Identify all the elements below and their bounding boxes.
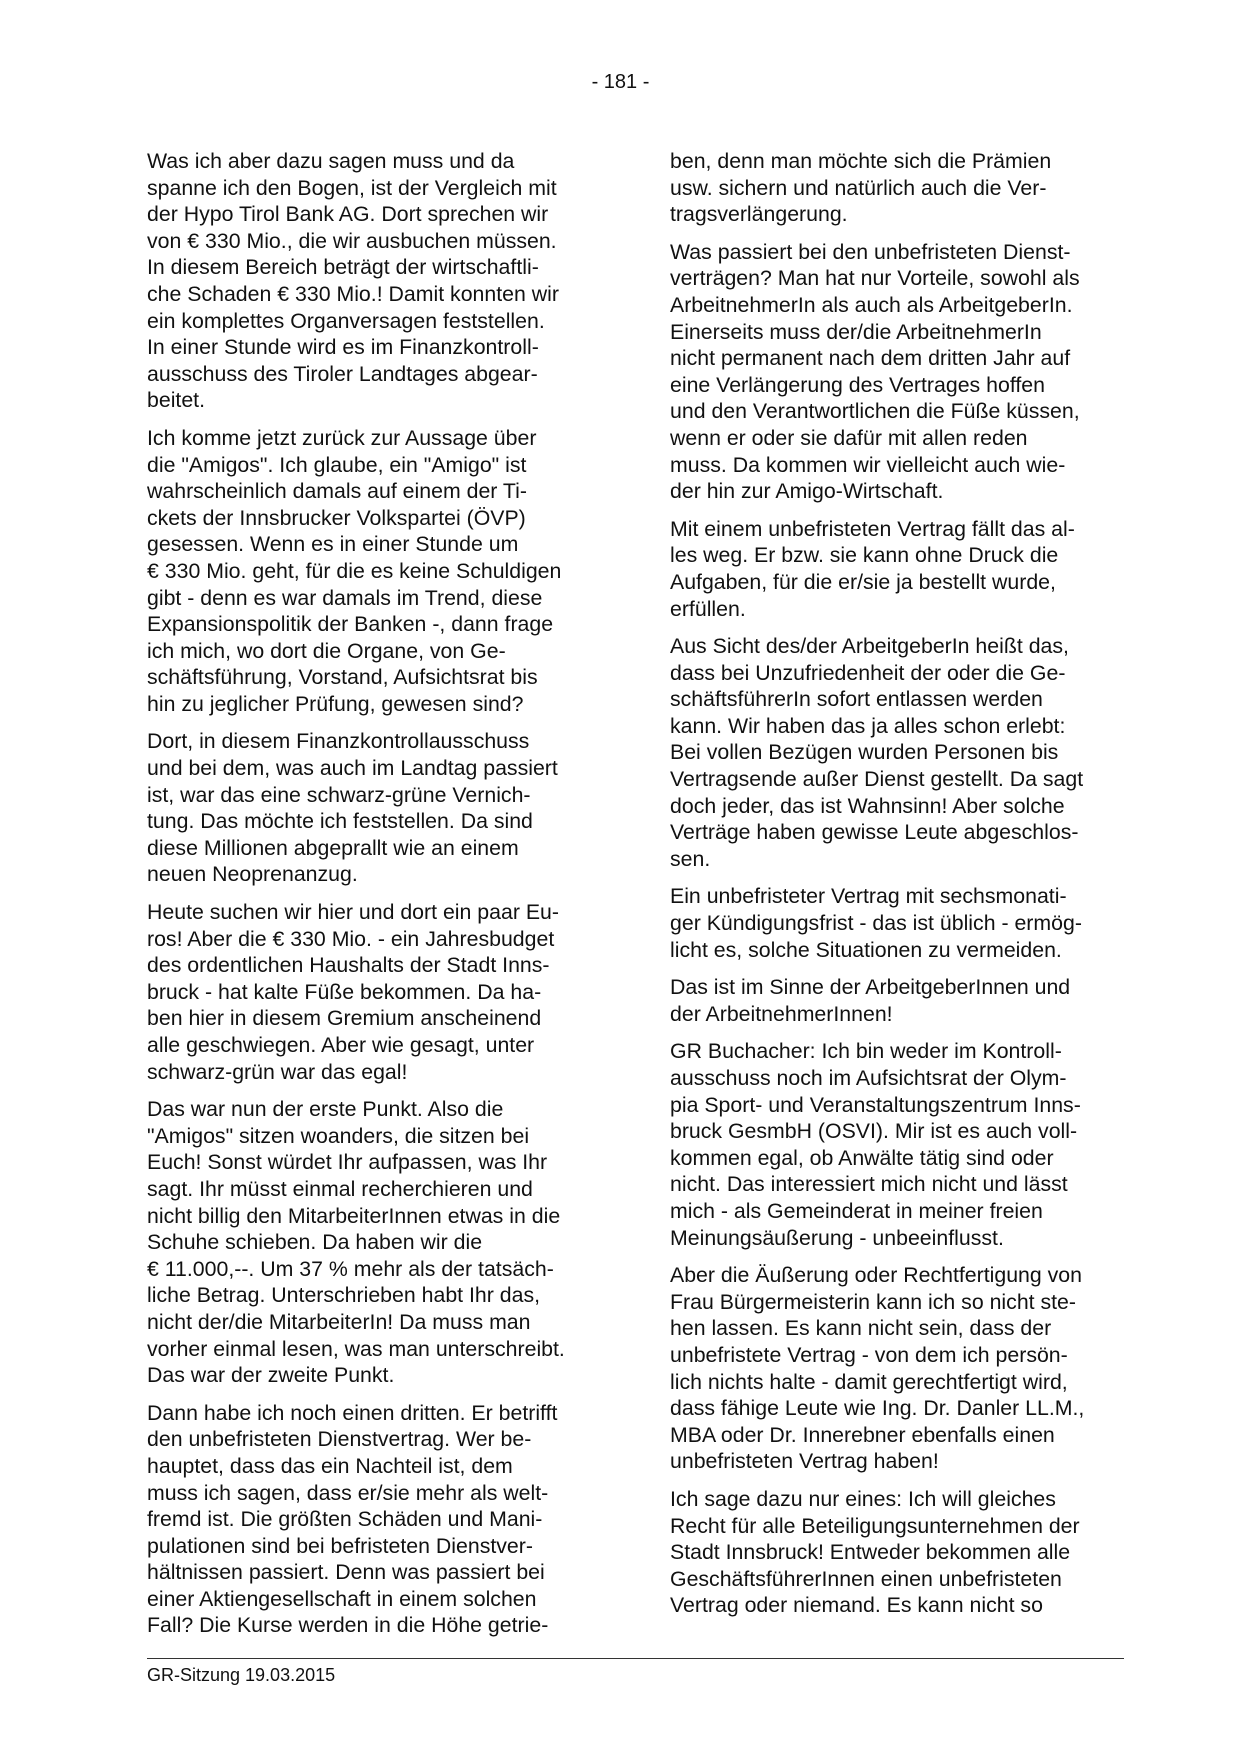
paragraph [147, 1400, 599, 1639]
text-line: ckets der Innsbrucker Volkspartei (ÖVP) [147, 505, 526, 530]
text-line: sen. [670, 846, 711, 871]
text-line: Heute suchen wir hier und dort ein paar Eu- [147, 900, 559, 925]
text-line: diese Millionen abgeprallt wie an einem [147, 835, 519, 860]
paragraph [670, 516, 1122, 622]
paragraph [670, 1486, 1122, 1619]
text-line: spanne ich den Bogen, ist der Vergleich mit [147, 175, 557, 200]
text-line: pia Sport- und Veranstaltungszentrum Inns- [670, 1092, 1081, 1117]
text-line: Einerseits muss der/die ArbeitnehmerIn [670, 319, 1042, 344]
paragraph [670, 633, 1122, 872]
text-line: gibt - denn es war damals im Trend, diese [147, 585, 543, 610]
text-line: Fall? Die Kurse werden in die Höhe getrie- [147, 1613, 549, 1638]
text-line: hin zu jeglicher Prüfung, gewesen sind? [147, 691, 524, 716]
text-line: hen lassen. Es kann nicht sein, dass der [670, 1316, 1052, 1341]
text-line: € 330 Mio. geht, für die es keine Schuldigen [147, 558, 562, 583]
text-line: schäftsführung, Vorstand, Aufsichtsrat bis [147, 665, 538, 690]
text-line: ArbeitnehmerIn als auch als ArbeitgeberIn. [670, 292, 1073, 317]
text-line: neuen Neoprenanzug. [147, 862, 358, 887]
text-line: erfüllen. [670, 596, 746, 621]
paragraph [670, 148, 1122, 228]
text-line: lich nichts halte - damit gerechtfertigt wird, [670, 1369, 1068, 1394]
text-line: mich - als Gemeinderat in meiner freien [670, 1198, 1043, 1223]
text-line: dass fähige Leute wie Ing. Dr. Danler LL.M., [670, 1396, 1085, 1421]
text-line: Meinungsäußerung - unbeeinflusst. [670, 1225, 1004, 1250]
text-line: Aber die Äußerung oder Rechtfertigung von [670, 1263, 1082, 1288]
text-line: sagt. Ihr müsst einmal recherchieren und [147, 1176, 533, 1201]
text-line: des ordentlichen Haushalts der Stadt Inns- [147, 953, 550, 978]
text-line: GR Buchacher: Ich bin weder im Kontroll- [670, 1039, 1062, 1064]
paragraph [670, 239, 1122, 505]
text-line: schwarz-grün war das egal! [147, 1059, 408, 1084]
text-line: eine Verlängerung des Vertrages hoffen [670, 372, 1045, 397]
text-line: Frau Bürgermeisterin kann ich so nicht ste- [670, 1289, 1076, 1314]
text-line: Stadt Innsbruck! Entweder bekommen alle [670, 1540, 1071, 1565]
text-line: Schuhe schieben. Da haben wir die [147, 1230, 483, 1255]
text-line: alle geschwiegen. Aber wie gesagt, unter [147, 1033, 535, 1057]
text-line: In einer Stunde wird es im Finanzkontroll- [147, 335, 539, 360]
text-line: Bei vollen Bezügen wurden Personen bis [670, 740, 1059, 765]
text-line: den unbefristeten Dienstvertrag. Wer be- [147, 1427, 532, 1452]
text-line: von € 330 Mio., die wir ausbuchen müssen. [147, 228, 557, 253]
text-line: € 11.000,--. Um 37 % mehr als der tatsäch- [147, 1256, 554, 1281]
text-line: ben, denn man möchte sich die Prämien [670, 149, 1052, 173]
text-line: Aus Sicht des/der ArbeitgeberIn heißt das, [670, 634, 1069, 659]
left-column [147, 148, 599, 1650]
text-line: unbefristete Vertrag - von dem ich persön- [670, 1342, 1068, 1367]
text-line: Das war der zweite Punkt. [147, 1363, 395, 1388]
text-line: In diesem Bereich beträgt der wirtschaftli- [147, 255, 539, 280]
text-line: unbefristeten Vertrag haben! [670, 1449, 939, 1474]
footer-session-date: GR-Sitzung 19.03.2015 [147, 1665, 336, 1685]
text-line: tung. Das möchte ich feststellen. Da sind [147, 809, 533, 834]
text-line: Ein unbefristeter Vertrag mit sechsmonati- [670, 884, 1067, 909]
text-line: Euch! Sonst würdet Ihr aufpassen, was Ihr [147, 1150, 548, 1175]
text-line: Vertragsende außer Dienst gestellt. Da sagt [670, 767, 1084, 792]
text-line: Das war nun der erste Punkt. Also die [147, 1097, 504, 1122]
text-line: beitet. [147, 388, 206, 413]
text-line: ausschuss noch im Aufsichtsrat der Olym- [670, 1066, 1067, 1090]
text-line: kommen egal, ob Anwälte tätig sind oder [670, 1145, 1054, 1170]
text-line: wahrscheinlich damals auf einem der Ti- [147, 479, 527, 504]
text-line: doch jeder, das ist Wahnsinn! Aber solche [670, 793, 1065, 818]
paragraph [670, 883, 1122, 963]
text-line: liche Betrag. Unterschrieben habt Ihr das, [147, 1283, 541, 1308]
text-line: gesessen. Wenn es in einer Stunde um [147, 532, 519, 557]
text-line: und den Verantwortlichen die Füße küssen, [670, 399, 1080, 424]
right-column [670, 148, 1122, 1630]
text-line: Dann habe ich noch einen dritten. Er betrifft [147, 1400, 558, 1425]
text-line: ger Kündigungsfrist - das ist üblich - ermög- [670, 911, 1082, 936]
text-line: Verträge haben gewisse Leute abgeschlos- [670, 820, 1079, 845]
text-line: und bei dem, was auch im Landtag passiert [147, 756, 558, 781]
text-line: der Hypo Tirol Bank AG. Dort sprechen wir [147, 202, 549, 227]
text-line: hältnissen passiert. Denn was passiert bei [147, 1560, 545, 1585]
text-line: Aufgaben, für die er/sie ja bestellt wurde, [670, 569, 1056, 594]
text-line: muss. Da kommen wir vielleicht auch wie- [670, 452, 1066, 477]
text-line: nicht permanent nach dem dritten Jahr auf [670, 346, 1071, 371]
text-line: ein komplettes Organversagen feststellen. [147, 308, 545, 333]
paragraph [147, 728, 599, 888]
text-line: Mit einem unbefristeten Vertrag fällt das al- [670, 516, 1075, 541]
text-line: Dort, in diesem Finanzkontrollausschuss [147, 729, 530, 754]
text-line: ausschuss des Tiroler Landtages abgear- [147, 361, 538, 386]
page-number: - 181 - [591, 71, 650, 93]
text-line: Was ich aber dazu sagen muss und da [147, 149, 515, 173]
paragraph [147, 899, 599, 1085]
text-line: bruck - hat kalte Füße bekommen. Da ha- [147, 979, 542, 1004]
footer-divider [147, 1658, 1124, 1659]
text-line: usw. sichern und natürlich auch die Ver- [670, 175, 1047, 200]
text-line: Ich komme jetzt zurück zur Aussage über [147, 425, 537, 450]
text-line: bruck GesmbH (OSVI). Mir ist es auch voll- [670, 1119, 1078, 1144]
paragraph [147, 1096, 599, 1389]
text-line: Recht für alle Beteiligungsunternehmen der [670, 1513, 1080, 1538]
text-line: kann. Wir haben das ja alles schon erlebt: [670, 713, 1066, 738]
text-line: Ich sage dazu nur eines: Ich will gleiches [670, 1486, 1056, 1511]
text-line: Vertrag oder niemand. Es kann nicht so [670, 1593, 1043, 1618]
text-line: ist, war das eine schwarz-grüne Vernich- [147, 782, 531, 807]
text-line: Was passiert bei den unbefristeten Dienst- [670, 239, 1071, 264]
text-line: wenn er oder sie dafür mit allen reden [670, 425, 1028, 450]
text-line: die "Amigos". Ich glaube, ein "Amigo" ist [147, 452, 527, 477]
text-line: nicht. Das interessiert mich nicht und lässt [670, 1172, 1068, 1197]
text-line: Expansionspolitik der Banken -, dann frage [147, 612, 554, 637]
paragraph [147, 148, 599, 414]
text-line: licht es, solche Situationen zu vermeiden. [670, 937, 1062, 962]
text-line: muss ich sagen, dass er/sie mehr als welt- [147, 1480, 549, 1505]
text-line: "Amigos" sitzen woanders, die sitzen bei [147, 1123, 530, 1148]
text-line: tragsverlängerung. [670, 202, 848, 227]
text-line: der hin zur Amigo-Wirtschaft. [670, 479, 944, 504]
text-line: fremd ist. Die größten Schäden und Mani- [147, 1507, 543, 1532]
paragraph [147, 425, 599, 718]
text-line: Das ist im Sinne der ArbeitgeberInnen und [670, 975, 1071, 1000]
text-line: che Schaden € 330 Mio.! Damit konnten wir [147, 281, 559, 306]
text-line: ich mich, wo dort die Organe, von Ge- [147, 638, 506, 663]
text-line: pulationen sind bei befristeten Dienstver- [147, 1533, 533, 1558]
text-line: les weg. Er bzw. sie kann ohne Druck die [670, 543, 1059, 568]
text-line: der ArbeitnehmerInnen! [670, 1001, 893, 1026]
text-line: hauptet, dass das ein Nachteil ist, dem [147, 1453, 513, 1478]
paragraph [670, 1038, 1122, 1251]
text-line: ros! Aber die € 330 Mio. - ein Jahresbudget [147, 926, 555, 951]
text-line: GeschäftsführerInnen einen unbefristeten [670, 1566, 1062, 1591]
text-line: nicht der/die MitarbeiterIn! Da muss man [147, 1309, 531, 1334]
text-line: schäftsführerIn sofort entlassen werden [670, 687, 1043, 712]
text-line: nicht billig den MitarbeiterInnen etwas in die [147, 1203, 561, 1228]
text-line: ben hier in diesem Gremium anscheinend [147, 1006, 542, 1031]
paragraph [670, 1262, 1122, 1475]
text-line: einer Aktiengesellschaft in einem solchen [147, 1586, 537, 1611]
text-line: dass bei Unzufriedenheit der oder die Ge- [670, 660, 1066, 685]
paragraph [670, 974, 1122, 1027]
text-line: verträgen? Man hat nur Vorteile, sowohl als [670, 266, 1080, 291]
text-line: MBA oder Dr. Innerebner ebenfalls einen [670, 1422, 1055, 1447]
text-line: vorher einmal lesen, was man unterschreibt. [147, 1336, 565, 1361]
